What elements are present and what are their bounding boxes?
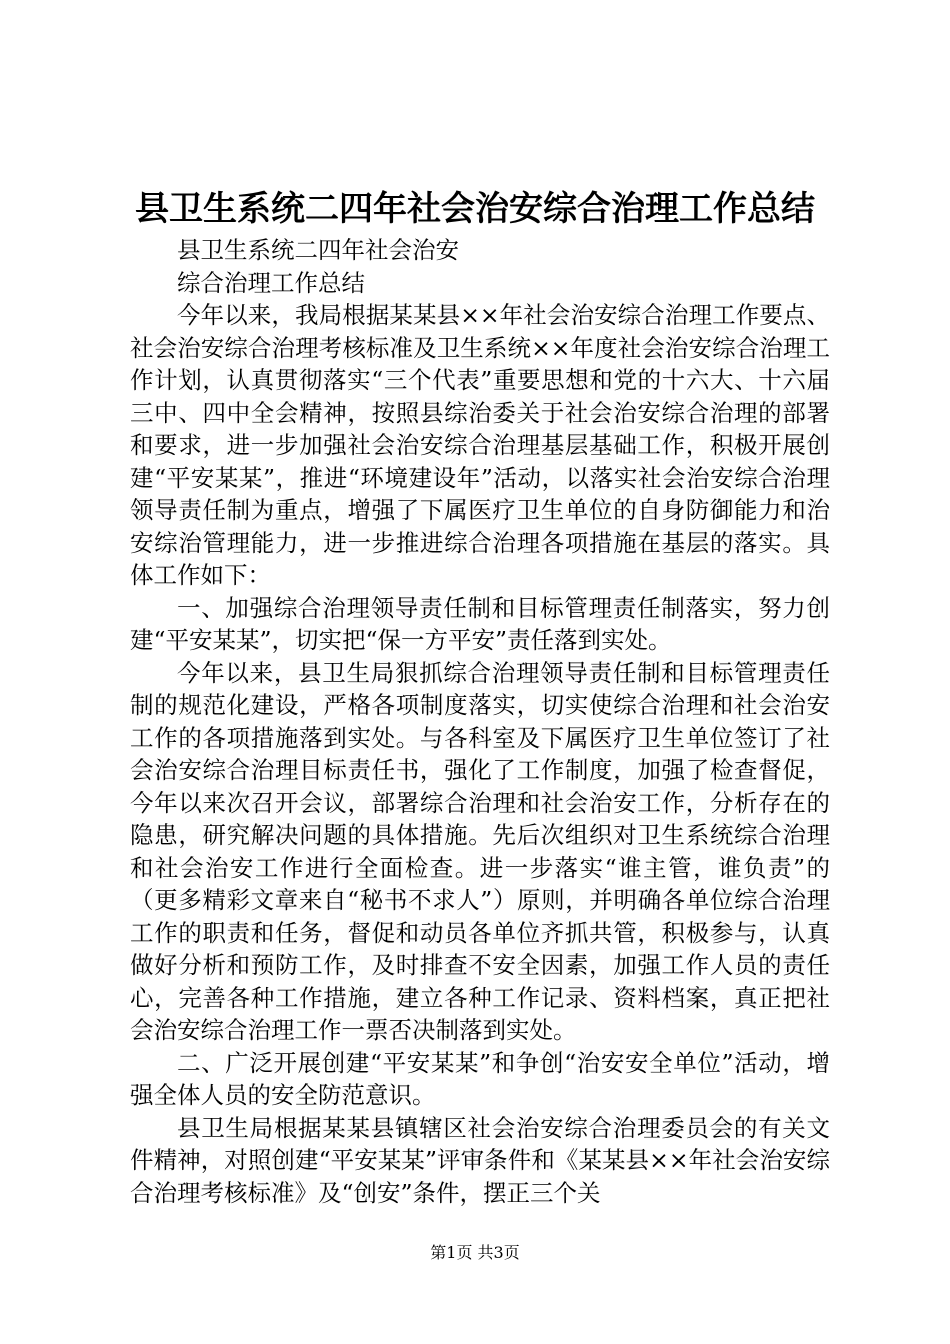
- paragraph-section-1-body: 今年以来，县卫生局狠抓综合治理领导责任制和目标管理责任制的规范化建设，严格各项制度落实，切实使综合治理和社会治安工作的各项措施落到实处。与各科室及下属医疗卫生单位签订了社会治安综合治理目标责任书，强化了工作制度，加强了检查督促，今年以来次召开会议，部署综合治理和社会治安工作，分析存在的隐患，研究解决问题的具体措施。先后次组织对卫生系统综合治理和社会治安工作进行全面检查。进一步落实“谁主管，谁负责”的（更多精彩文章来自“秘书不求人”）原则，并明确各单位综合治理工作的职责和任务，督促和动员各单位齐抓共管，积极参与，认真做好分析和预防工作，及时排查不安全因素，加强工作人员的责任心，完善各种工作措施，建立各种工作记录、资料档案，真正把社会治安综合治理工作一票否决制落到实处。: [130, 658, 830, 1044]
- subtitle-line-1: 县卫生系统二四年社会治安: [177, 236, 459, 264]
- page-indicator: 第1页 共3页: [430, 1243, 520, 1262]
- paragraph-section-2-body: 县卫生局根据某某县镇辖区社会治安综合治理委员会的有关文件精神，对照创建“平安某某”评审条件和《某某县××年社会治安综合治理考核标准》及“创安”条件，摆正三个关: [130, 1113, 830, 1207]
- subtitle-line-2: 综合治理工作总结: [177, 268, 365, 297]
- paragraph-section-2-heading: 二、广泛开展创建“平安某某”和争创“治安安全单位”活动，增强全体人员的安全防范意识。: [130, 1048, 830, 1109]
- page-footer: [0, 1242, 950, 1264]
- document-title: 县卫生系统二四年社会治安综合治理工作总结: [135, 189, 815, 229]
- paragraph-intro: 今年以来，我局根据某某县××年社会治安综合治理工作要点、社会治安综合治理考核标准及卫生系统××年度社会治安综合治理工作计划，认真贯彻落实“三个代表”重要思想和党的十六大、十六届三中、四中全会精神，按照县综治委关于社会治安综合治理的部署和要求，进一步加强社会治安综合治理基层基础工作，积极开展创建“平安某某”，推进“环境建设年”活动，以落实社会治安综合治理领导责任制为重点，增强了下属医疗卫生单位的自身防御能力和治安综治管理能力，进一步推进综合治理各项措施在基层的落实。具体工作如下：: [130, 301, 830, 589]
- document-body: [130, 234, 830, 1209]
- paragraph-section-1-heading: 一、加强综合治理领导责任制和目标管理责任制落实，努力创建“平安某某”，切实把“保一方平安”责任落到实处。: [130, 593, 830, 654]
